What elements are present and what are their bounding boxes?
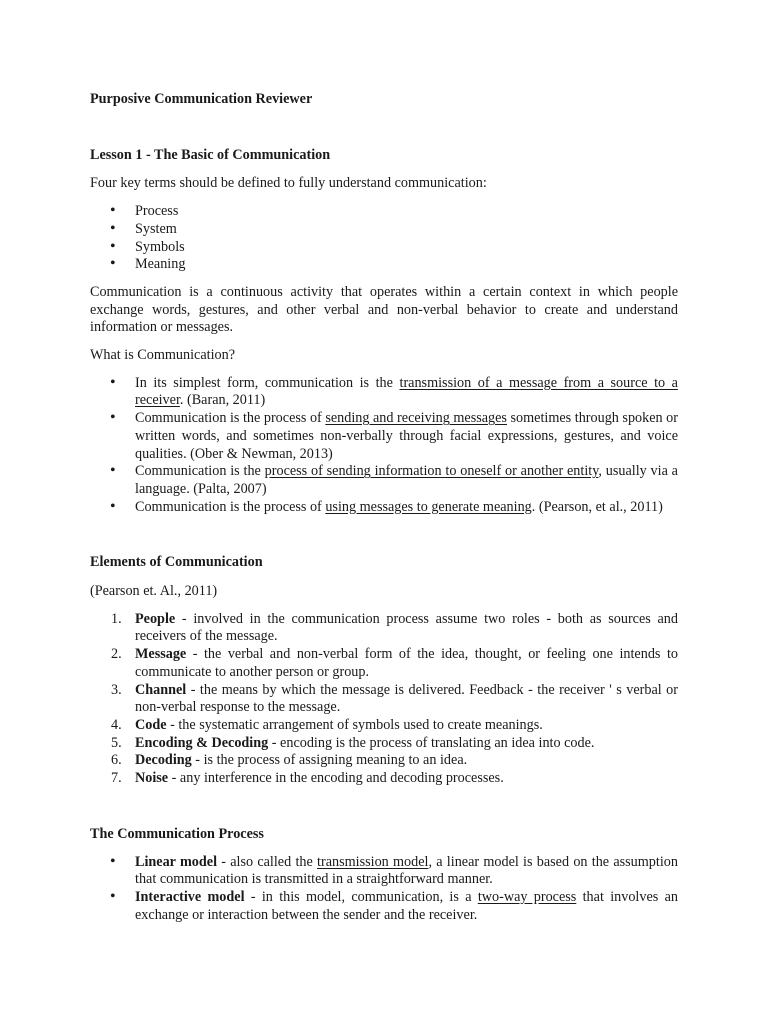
what-is-communication-question: What is Communication? — [90, 347, 235, 364]
lesson-1-heading: Lesson 1 - The Basic of Communication — [90, 146, 331, 163]
definition-text: Communication is the process of — [135, 498, 326, 515]
model-text: - in this model, communication, is a — [244, 888, 478, 905]
definition-underlined: process of sending information to oneself or another entity — [264, 463, 599, 480]
element-description: - is the process of assigning meaning to an idea. — [191, 752, 468, 769]
document-title: Purposive Communication Reviewer — [90, 91, 313, 107]
elements-heading: Elements of Communication — [90, 554, 263, 571]
list-item: • Symbols — [90, 239, 678, 257]
list-item — [90, 410, 678, 463]
element-description: - encoding is the process of translating an idea into code. — [268, 734, 595, 751]
key-terms-list — [90, 203, 678, 274]
model-term: Linear model — [135, 853, 218, 870]
list-item — [90, 611, 678, 646]
definitions-list — [90, 375, 678, 517]
item-number: 6. — [111, 752, 122, 769]
element-description: - the verbal and non-verbal form of the idea, thought, or feeling one intends to communicate to another person or group. — [135, 646, 678, 680]
element-description: - any interference in the encoding and decoding processes. — [168, 770, 504, 787]
definition-text: In its simplest form, communication is the — [135, 374, 400, 391]
elements-reference: (Pearson et. Al., 2011) — [90, 583, 218, 600]
list-item — [90, 752, 678, 770]
element-term: People — [135, 610, 176, 627]
item-number: 2. — [111, 646, 122, 663]
element-term: Code — [135, 716, 167, 733]
definition-citation: . (Baran, 2011) — [179, 392, 266, 409]
item-number: 1. — [111, 610, 122, 627]
definition-underlined: transmission of a message from a source to a receiver — [135, 374, 678, 409]
model-underlined: two-way process — [477, 888, 577, 905]
definition-text: Communication is the — [135, 463, 265, 480]
element-description: - the systematic arrangement of symbols used to create meanings. — [166, 716, 543, 733]
definition-text: Communication is the process of — [135, 410, 326, 427]
element-term: Noise — [135, 770, 169, 787]
list-item: • Meaning — [90, 256, 678, 274]
element-term: Message — [135, 646, 187, 663]
element-description: - involved in the communication process assume two roles - both as sources and receivers of the message. — [135, 610, 678, 645]
model-text: - also called the — [217, 853, 318, 870]
item-number: 3. — [111, 681, 122, 698]
model-term: Interactive model — [135, 888, 245, 905]
list-item — [90, 682, 678, 717]
element-term: Channel — [135, 681, 187, 698]
models-list — [90, 854, 678, 925]
list-item — [90, 717, 678, 735]
list-item — [90, 735, 678, 753]
model-text: , a linear model is based on the assumption that communication is transmitted in a straightforward manner. — [135, 853, 678, 888]
element-description: - the means by which the message is delivered. Feedback - the receiver ' s verbal or non-verbal response to the message. — [135, 681, 678, 716]
list-item — [90, 375, 678, 410]
key-terms-intro: Four key terms should be defined to fully understand communication: — [90, 175, 487, 192]
communication-process-heading: The Communication Process — [90, 825, 264, 842]
list-item — [90, 463, 678, 498]
list-item — [90, 854, 678, 889]
list-item — [90, 889, 678, 924]
definition-underlined: sending and receiving messages — [325, 410, 507, 427]
item-number: 4. — [111, 716, 122, 733]
element-term: Encoding & Decoding — [135, 734, 269, 751]
elements-list — [90, 611, 678, 788]
definition-underlined: using messages to generate meaning — [325, 498, 532, 515]
list-item — [90, 499, 678, 517]
list-item — [90, 646, 678, 681]
model-underlined: transmission model — [317, 853, 429, 870]
communication-definition: Communication is a continuous activity that operates within a certain context in which people exchange words, gestures, and other verbal and non-verbal behavior to create and understand information or messages. — [90, 283, 678, 336]
list-item: • Process — [90, 203, 678, 221]
definition-citation: , usually via a language. (Palta, 2007) — [135, 463, 678, 497]
definition-citation: . (Pearson, et al., 2011) — [531, 498, 663, 515]
list-item — [90, 770, 678, 788]
element-term: Decoding — [135, 752, 192, 769]
list-item: • System — [90, 221, 678, 239]
model-text: that involves an exchange or interaction between the sender and the receiver. — [135, 888, 678, 923]
definition-citation: sometimes through spoken or written words, and sometimes non-verbally through facial expressions, gestures, and voice qualities. (Ober & Newman, 2013) — [135, 410, 678, 462]
item-number: 5. — [111, 734, 122, 751]
item-number: 7. — [111, 770, 122, 787]
document-page — [90, 91, 678, 924]
